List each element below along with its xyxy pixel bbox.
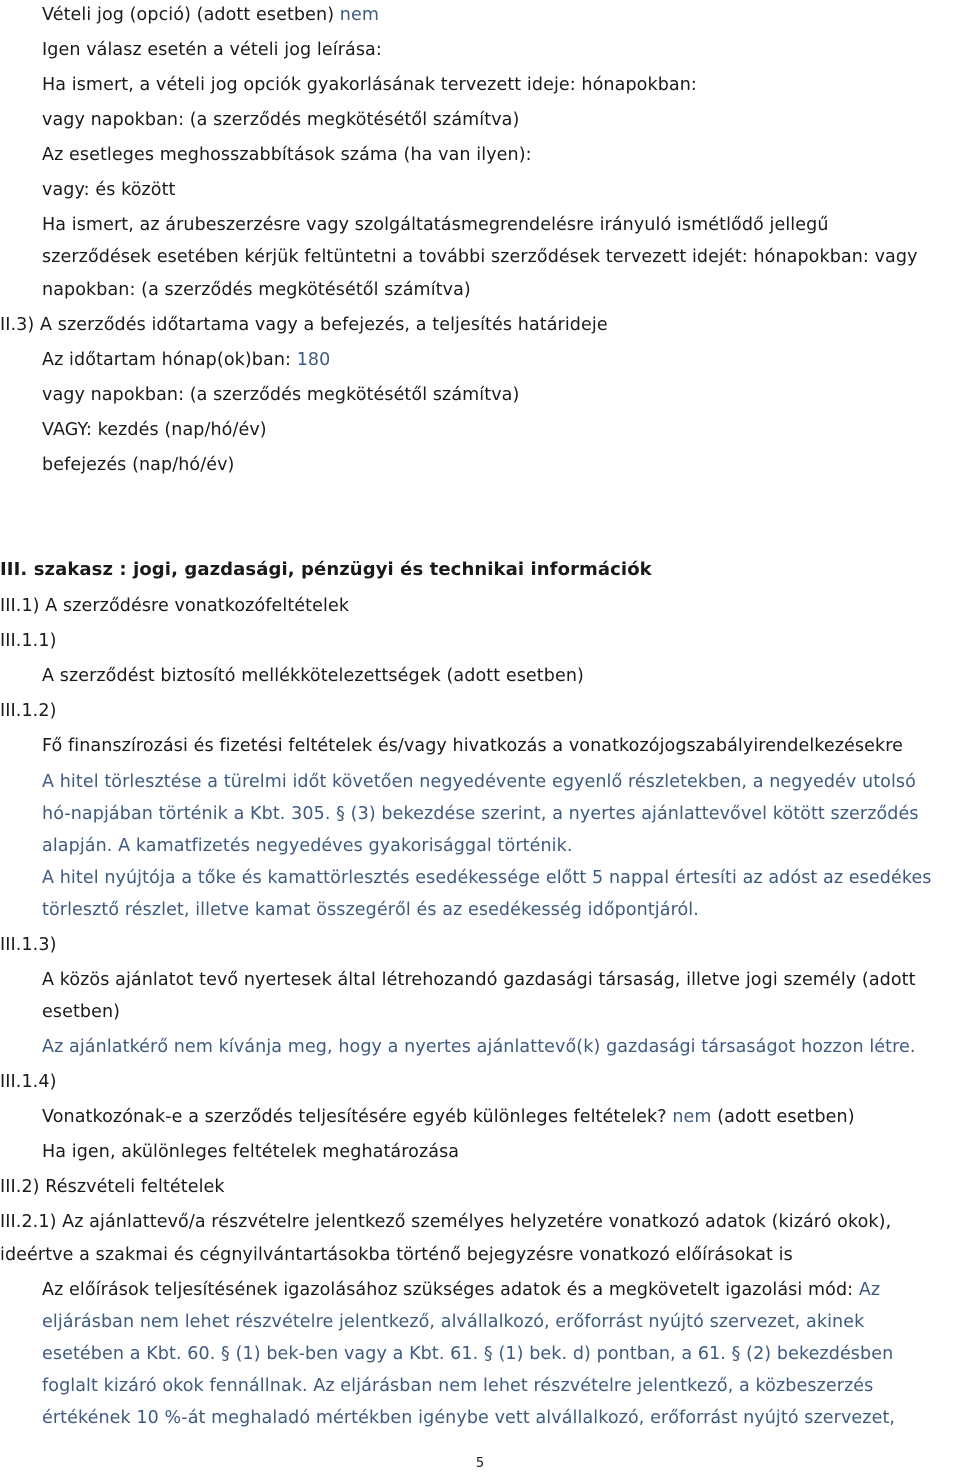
text-line [42, 1342, 893, 1366]
text-segment: Ha igen, akülönleges feltételek meghatározása [42, 1142, 460, 1162]
text-segment: vagy: és között [42, 180, 176, 200]
text-segment: befejezés (nap/hó/év) [42, 455, 235, 475]
text-line [42, 898, 699, 922]
text-segment: nem [339, 5, 379, 25]
text-segment: Vételi jog (opció) (adott esetben) [42, 5, 340, 25]
text-line [42, 383, 519, 407]
text-line [42, 664, 584, 688]
text-line [42, 73, 697, 97]
text-line [42, 213, 829, 237]
text-line [42, 1140, 459, 1164]
text-segment: Az esetleges meghosszabbítások száma (ha van ilyen): [42, 145, 532, 165]
text-line [0, 1175, 225, 1199]
text-segment: szerződések esetében kérjük feltüntetni a további szerződések tervezett idejét: hónapokban: vagy [42, 247, 918, 267]
text-segment: nem [672, 1107, 712, 1127]
text-segment: törlesztő részlet, illetve kamat összegéről és az esedékesség időpontjáról. [42, 900, 699, 920]
text-line [0, 594, 349, 618]
text-line [42, 1035, 916, 1059]
page-number: 5 [475, 1456, 485, 1471]
text-segment: vagy napokban: (a szerződés megkötésétől számítva) [42, 385, 520, 405]
text-line [42, 968, 916, 992]
text-line [42, 1000, 120, 1024]
text-segment: Igen válasz esetén a vételi jog leírása: [42, 40, 382, 60]
text-line [0, 313, 608, 337]
text-segment: értékének 10 %-át meghaladó mértékben igénybe vett alvállalkozó, erőforrást nyújtó szervezet, [42, 1408, 896, 1428]
text-line [42, 734, 903, 758]
text-line [0, 1070, 57, 1094]
text-segment: Fő finanszírozási és fizetési feltételek és/vagy hivatkozás a vonatkozójogszabályirendelkezésekre [42, 736, 904, 756]
text-line [0, 558, 652, 582]
text-line [42, 278, 471, 302]
text-segment: Ha ismert, az árubeszerzésre vagy szolgáltatásmegrendelésre irányuló ismétlődő jellegű [42, 215, 829, 235]
text-segment: 180 [296, 350, 331, 370]
text-segment: eljárásban nem lehet részvételre jelentkező, alvállalkozó, erőforrást nyújtó szervezet, akinek [42, 1312, 865, 1332]
text-segment: foglalt kizáró okok fennállnak. Az eljárásban nem lehet részvételre jelentkező, a közbeszerzés [42, 1376, 874, 1396]
text-segment: II.3) A szerződés időtartama vagy a befejezés, a teljesítés határideje [0, 315, 608, 335]
text-segment: Az időtartam hónap(ok)ban: [42, 350, 297, 370]
text-segment: III.2) Részvételi feltételek [0, 1177, 225, 1197]
text-segment: ideértve a szakmai és cégnyilvántartásokba történő bejegyzésre vonatkozó előírásokat is [0, 1245, 793, 1265]
text-line [42, 834, 573, 858]
text-line [42, 143, 532, 167]
text-line [42, 108, 519, 132]
text-segment: hó-napjában történik a Kbt. 305. § (3) bekezdése szerint, a nyertes ajánlattevővel kötött szerződés [42, 804, 919, 824]
text-segment: A szerződést biztosító mellékkötelezettségek (adott esetben) [42, 666, 584, 686]
text-segment: III.2.1) Az ajánlattevő/a részvételre jelentkező személyes helyzetére vonatkozó adatok (kizáró okok), [0, 1212, 892, 1232]
text-line [42, 245, 918, 269]
text-segment: III.1.2) [0, 701, 57, 721]
text-line [42, 802, 919, 826]
text-line [0, 699, 57, 723]
text-line [42, 1374, 873, 1398]
text-line [42, 1105, 855, 1129]
text-line [42, 418, 267, 442]
text-line [42, 1406, 895, 1430]
text-segment: esetben) [42, 1002, 121, 1022]
text-line [0, 1243, 793, 1267]
text-line [0, 933, 57, 957]
text-segment: napokban: (a szerződés megkötésétől számítva) [42, 280, 471, 300]
text-line [0, 1210, 891, 1234]
text-line [42, 1310, 864, 1334]
text-segment: III.1.3) [0, 935, 57, 955]
text-segment: (adott esetben) [711, 1107, 855, 1127]
text-line [42, 3, 379, 27]
text-line [42, 38, 382, 62]
text-line [42, 178, 176, 202]
text-line [42, 348, 330, 372]
text-segment: Az előírások teljesítésének igazolásához szükséges adatok és a megkövetelt igazolási mód: [42, 1280, 859, 1300]
text-segment: esetében a Kbt. 60. § (1) bek-ben vagy a Kbt. 61. § (1) bek. d) pontban, a 61. § (2) bekezdésben [42, 1344, 894, 1364]
text-segment: A közös ajánlatot tevő nyertesek által létrehozandó gazdasági társaság, illetve jogi személy (adott [42, 970, 916, 990]
text-segment: III.1.4) [0, 1072, 57, 1092]
text-segment: vagy napokban: (a szerződés megkötésétől számítva) [42, 110, 520, 130]
text-segment: VAGY: kezdés (nap/hó/év) [42, 420, 267, 440]
text-line [0, 629, 57, 653]
text-segment: Az ajánlatkérő nem kívánja meg, hogy a nyertes ajánlattevő(k) gazdasági társaságot hozzon létre. [42, 1037, 916, 1057]
text-line [42, 1278, 880, 1302]
text-line [42, 453, 234, 477]
text-line [42, 770, 916, 794]
text-line [42, 866, 932, 890]
text-segment: III. szakasz : jogi, gazdasági, pénzügyi és technikai információk [0, 559, 652, 580]
text-segment: III.1.1) [0, 631, 57, 651]
text-segment: Vonatkozónak-e a szerződés teljesítésére egyéb különleges feltételek? [42, 1107, 673, 1127]
text-segment: Az [858, 1280, 881, 1300]
text-segment: Ha ismert, a vételi jog opciók gyakorlásának tervezett ideje: hónapokban: [42, 75, 697, 95]
text-segment: A hitel nyújtója a tőke és kamattörlesztés esedékessége előtt 5 nappal értesíti az adóst az esedékes [42, 868, 932, 888]
text-segment: III.1) A szerződésre vonatkozófeltételek [0, 596, 350, 616]
text-segment: alapján. A kamatfizetés negyedéves gyakorisággal történik. [42, 836, 573, 856]
text-segment: A hitel törlesztése a türelmi időt követően negyedévente egyenlő részletekben, a negyedév utolsó [42, 772, 916, 792]
